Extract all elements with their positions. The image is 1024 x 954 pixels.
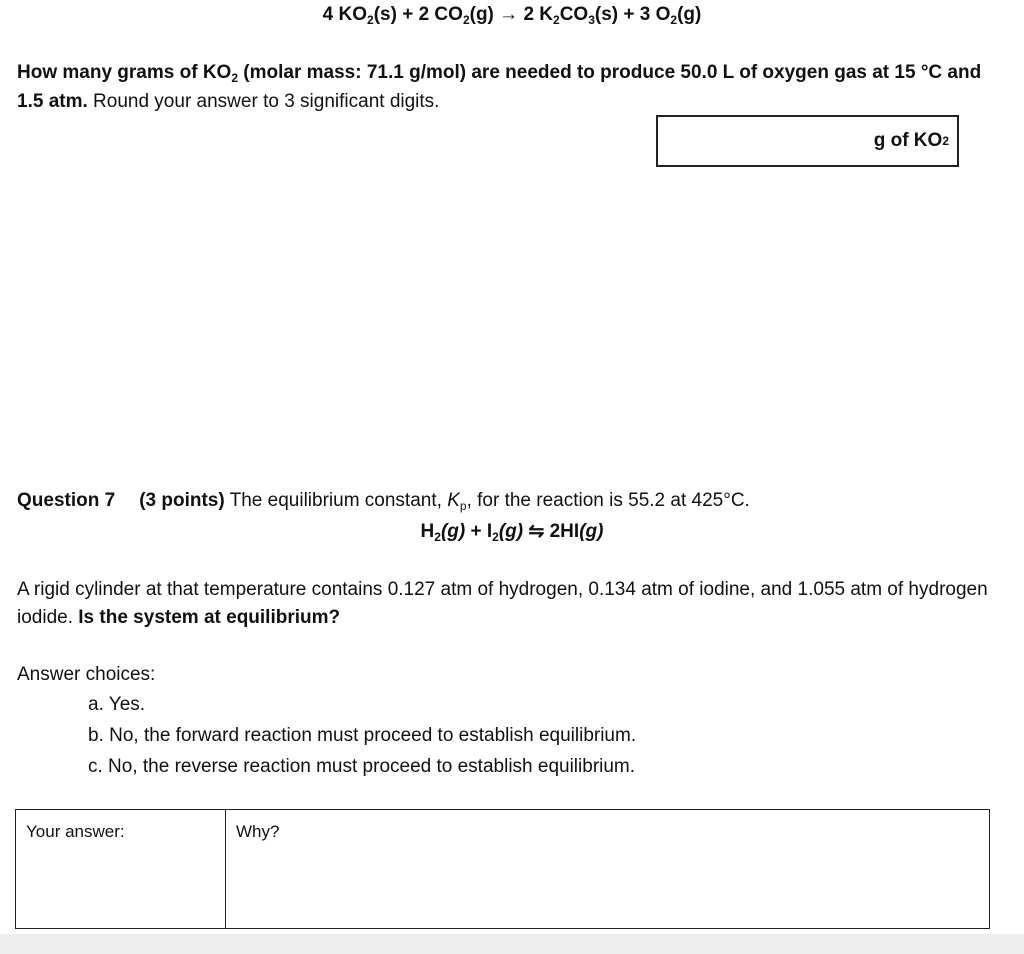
- why-cell[interactable]: Why?: [236, 822, 280, 841]
- question-7-intro: Question 7 (3 points) The equilibrium constant, $K_p$, for the reaction is 55.2 at 425°C.: [17, 490, 750, 513]
- question-heading: Question 7: [17, 490, 116, 511]
- answer-table: [15, 809, 990, 929]
- your-answer-cell[interactable]: Your answer:: [16, 810, 226, 928]
- question-7-body: A rigid cylinder at that temperature contains 0.127 atm of hydrogen, 0.134 atm of iodine, and 1.055 atm of hydrogen iodide. Is the system at equilibrium?: [17, 579, 988, 628]
- question-6-text: How many grams of $KO_2$ (molar mass: 71.1 g/mol) are needed to produce 50.0 L of oxygen gas at 15 °C and 1.5 atm. Round your answer to 3 significant digits.: [17, 62, 982, 112]
- points-label: (3 points): [139, 490, 225, 511]
- choice-b[interactable]: b. No, the forward reaction must proceed to establish equilibrium.: [88, 725, 637, 746]
- reaction-equation: 4 $KO_2(s) + 2$ $CO_2(g) \to 2$ $K_2CO_3(s) + 3$ $O_2(g)$: [322, 4, 702, 27]
- answer-box-grams[interactable]: g of KO 2: [656, 115, 959, 167]
- choice-c[interactable]: c. No, the reverse reaction must proceed to establish equilibrium.: [88, 756, 636, 777]
- answer-choices-label: Answer choices:: [17, 664, 156, 685]
- page-bottom-strip: [0, 934, 1024, 954]
- choice-a[interactable]: a. Yes.: [88, 694, 146, 715]
- equilibrium-equation: $H_2(g) + I_2(g)$ ⇋ 2HI(g): [420, 521, 604, 544]
